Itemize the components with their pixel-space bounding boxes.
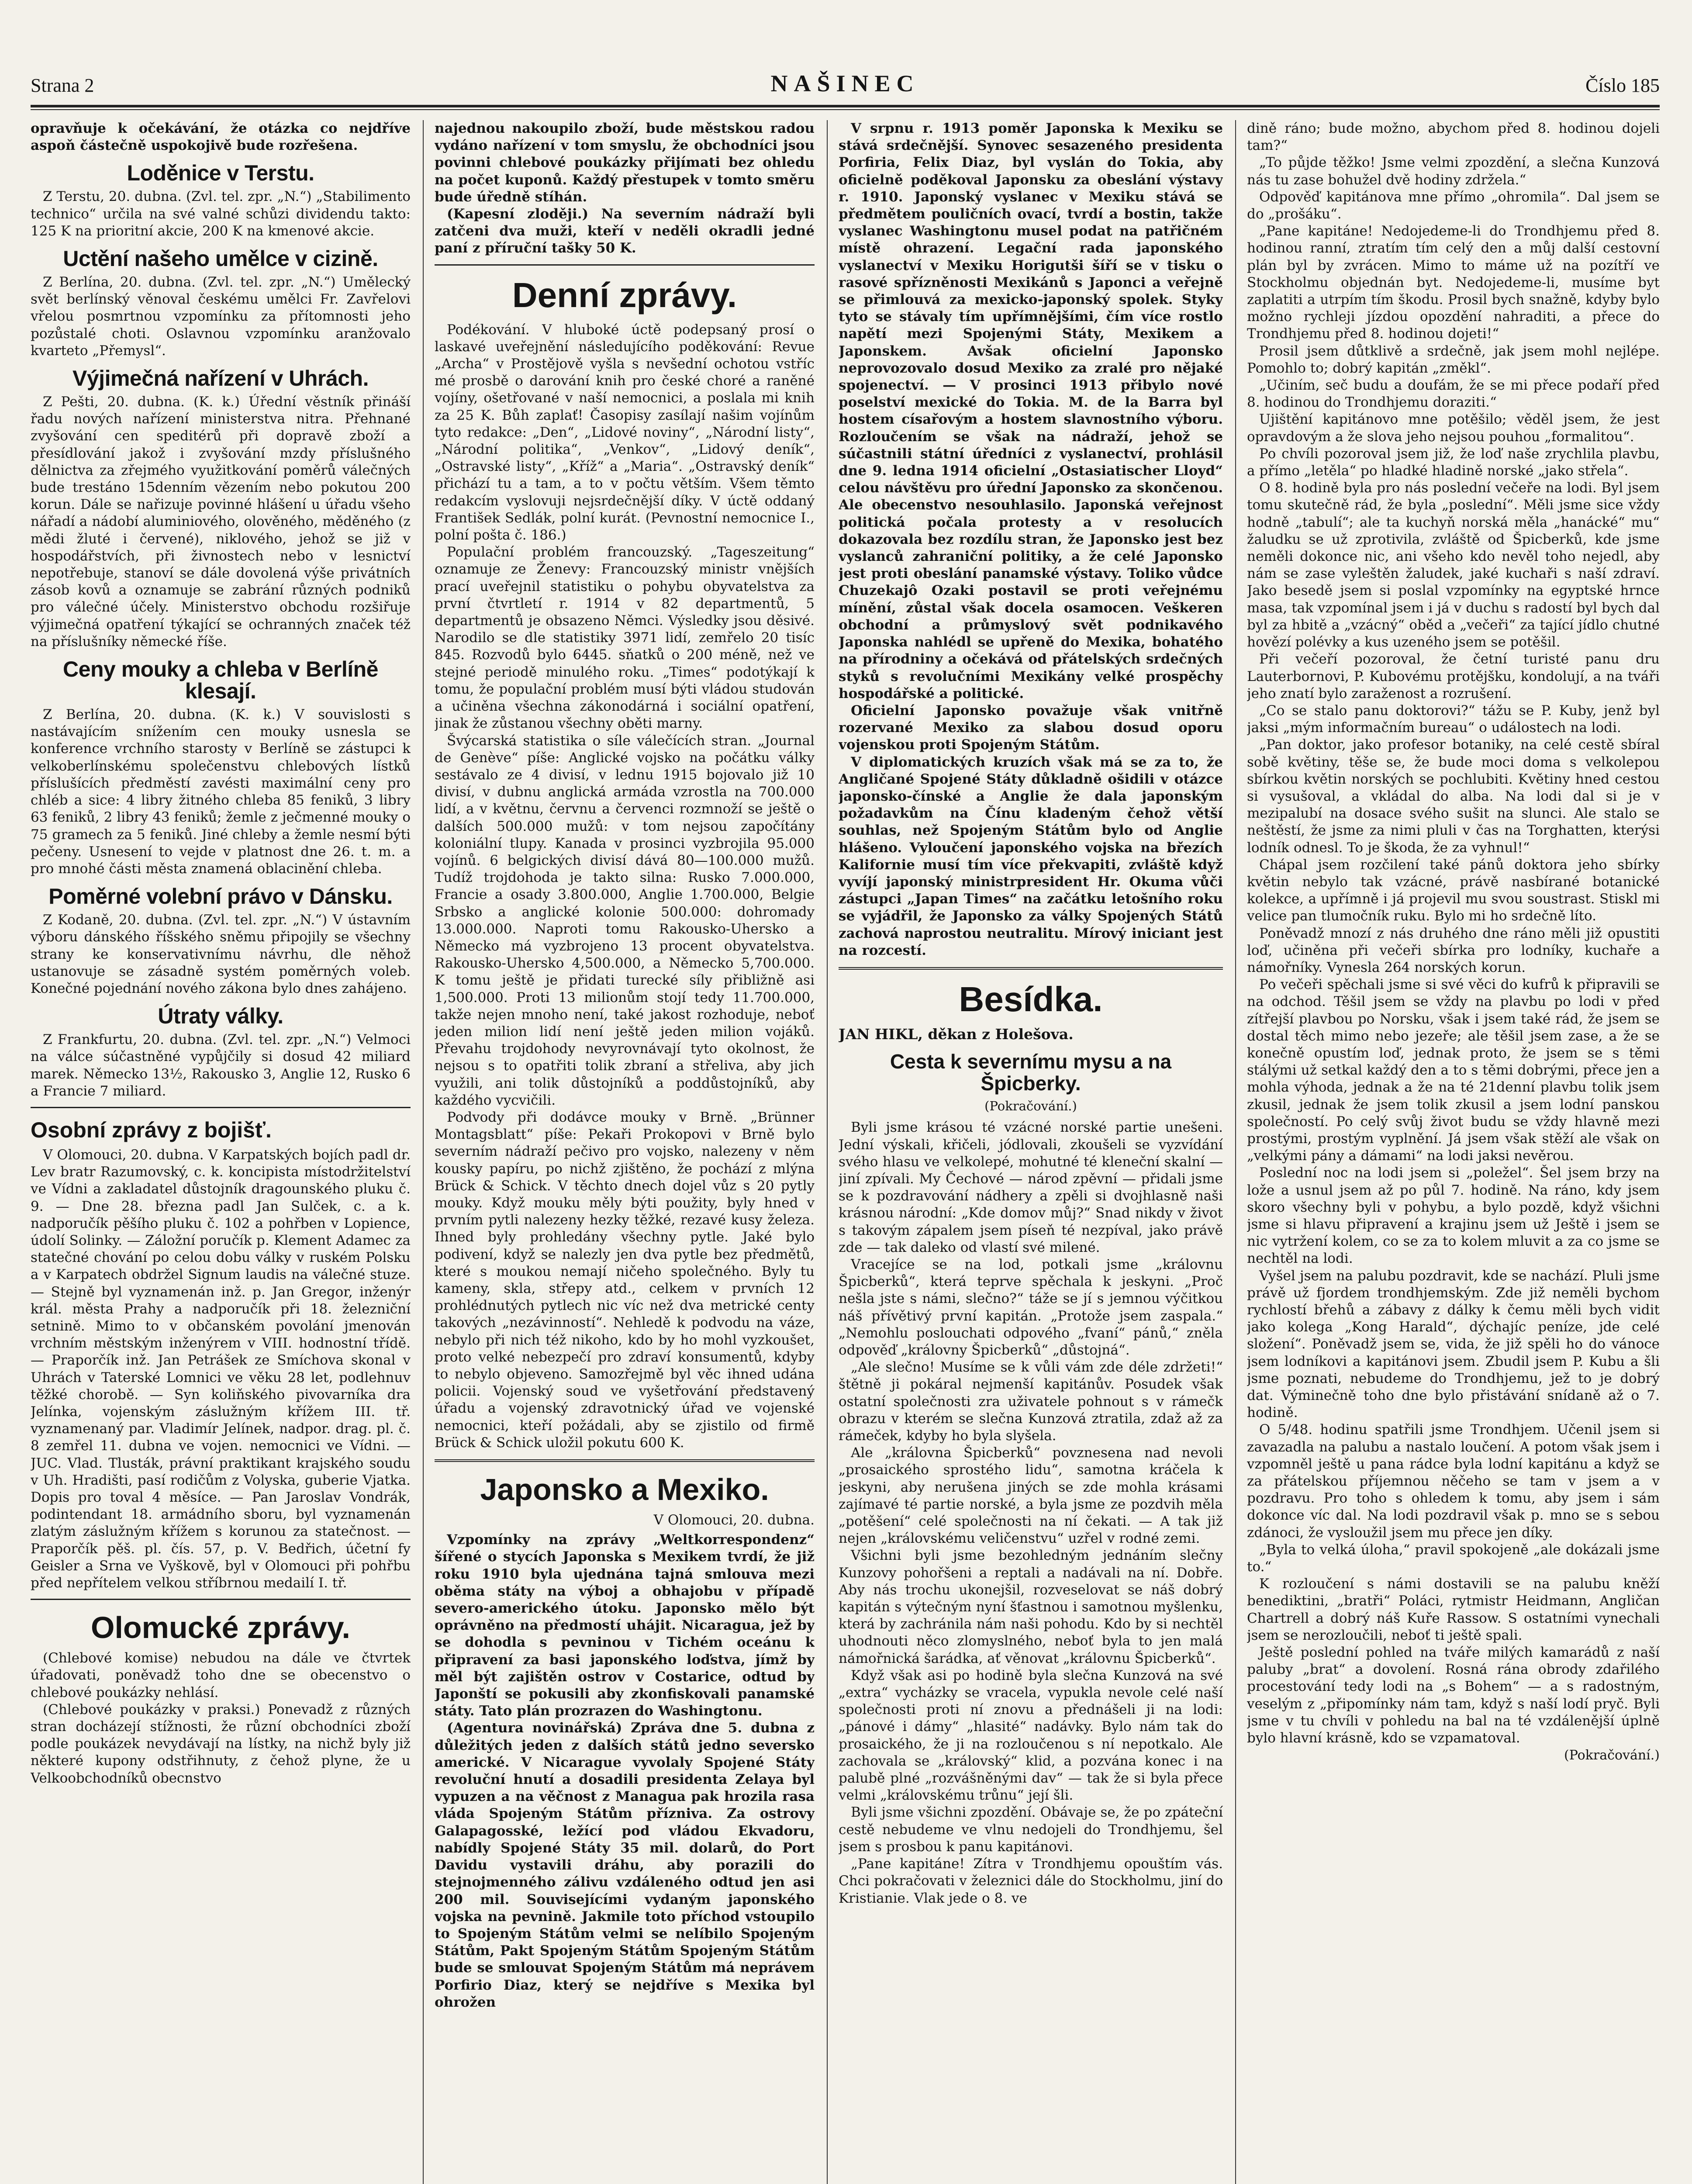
- headline-olomucke: Olomucké zprávy.: [91, 1610, 350, 1645]
- column-3: [839, 120, 1223, 2184]
- column-divider: [1235, 120, 1236, 2184]
- issue-number: Číslo 185: [1585, 75, 1660, 96]
- article-text: Podvody při dodávce mouky v Brně. „Brünner Montagsblatt“ píše: Pekaři Prokopovi v Brně bylo severním nádraží pečivo pro vojsko, nalezeny v něm kousky papíru, po nichž zjištěno, že pochází z mlýna Brück & Schick. V těchto dnech dojel vůz s 20 pytly mouky. Když mouku měly býti použity, byly hned v prvním pytli nalezeny hezky těžké, rezavé kusy železa. Ihned byly prohledány všechny pytle. Jaké bylo podivení, když se nalezly jen dva pytle bez předmětů, které s moukou nemají ničeho společného. Byly tu kameny, skla, střepy atd., celkem v prvních 12 prohlédnutých pytlech nic víc než dva metrické centy takových „nezávinností“. Nehledě k podvodu na váze, nebylo při nich též nikoho, kdo by ho mohl vyzkoušet, proto velké nebezpečí pro zdraví konsumentů, kdyby to nebylo objeveno. Samozřejmě byl věc ihned udána policii. Vojenský soud ve vyšetřování představený úřadu a vojenský zdravotnický úřad ve vojenské nemocnici, kteří požádali, aby se zjistilo od firmě Brück & Schick uložil pokutu 600 K.: [435, 1109, 815, 1451]
- section-rule: [435, 1459, 815, 1462]
- continuation-note: (Pokračování.): [1564, 1748, 1660, 1763]
- article-text: Z Berlína, 20. dubna. (K. k.) V souvislosti s nastávajícím snížením cen mouky usnesla se konference vrchního starosty v Berlíně se zástupci k velkoberlínskému společenstvu chlebových lístků příslušících předměstí zavésti maximální ceny pro chléb a sice: 4 libry žitného chleba 85 feniků, 3 libry 63 feniků, 2 libry 43 feniků; žemle z ječmenné mouky o 75 gramech za 5 feniků. Jiné chleby a žemle nesmí býti pečeny. Usnesení to vejde v platnost dne 26. t. m. a pro mnohé části města znamená oblacinění chleba.: [31, 707, 411, 877]
- article-text: Populační problém francouzský. „Tageszeitung“ oznamuje ze Ženevy: Francouzský ministr vnějších prací uveřejnil statistiku o pohybu obyvatelstva za první čtvrtletí r. 1914 v 82 departmentů, 5 departmentů je obsazeno Němci. Výsledky jsou děsivé. Narodilo se dle statistiky 3971 lidí, zemřelo 20 tisíc 845. Rozvodů bylo 6445. sňatků o 200 méně, než ve stejné periodě minulého roku. „Times“ podotýkají k tomu, že populační problém musí býti vládou studován a učiněna všechna zákonodárná i sociální opatření, jinak že zůstanou všechny oběti marny.: [435, 544, 815, 732]
- column-divider: [423, 120, 424, 2184]
- article-text: (Chlebové poukázky v praksi.) Ponevadž z různých stran docházejí stížnosti, že různí obchodníci zboží podle poukázek nevydávají na lístky, na nichž byly již některé kupony odstřihnuty, z čehož plyne, že u Velkoobchodníků obecnstvo: [31, 1701, 411, 1786]
- article-text: „To půjde těžko! Jsme velmi zpozdění, a slečna Kunzová nás tu zase bohužel dvě hodiny zdržela.“: [1247, 155, 1660, 188]
- article-text: Z Frankfurtu, 20. dubna. (Zvl. tel. zpr. „N.“) Velmoci na válce súčastněné vypůjčily si dosud 42 miliard marek. Německo 13½, Rakousko 3, Anglie 12, Rusko 6 a Francie 7 miliard.: [31, 1032, 411, 1099]
- article-text: V srpnu r. 1913 poměr Japonska k Mexiku se stává srdečnější. Synovec sesazeného presidenta Porfiria, Felix Diaz, byl vyslán do Tokia, aby oficielně poděkoval Japonsku za obeslání výstavy r. 1910. Japonský vyslanec v Mexiku stává se předmětem pouličních ovací, tvrdí a bostin, takže vyslanec Washingtonu musel podat na patřičném místě ohrazení. Legační rada japonského vyslanectví v Mexiku Horigutši šíří se v tisku o rasové spřízněnosti Mexikánů s Japonci a veřejně se přimlouvá za mexicko-japonský spolek. Styky tyto se stávaly tím upřímnějšími, čím více rostlo napětí mezi Spojenými Státy, Mexikem a Japonskem. Avšak oficielní Japonsko neprovozovalo dosud Mexiko za zralé pro nějaké spojenectví. — V prosinci 1913 přibylo nové poselství mexické do Tokia. M. de la Barra byl hostem císařovým a hostem slavnostního výboru. Rozloučením se však na nádraží, jehož se súčastnili státní úředníci z vyslanectví, prohlásil dne 9. ledna 1914 oficielní „Ostasiatischer Lloyd“ celou návštěvu pro úřední Japonsko za skončenou. Ale obecenstvo nesouhlasilo. Japonská veřejnost politická počala protesty a v resolucích dokazovala bez rozdílu stran, že Japonsko jest bez vyslanců zahraniční politiky, a že celé Japonsko jest proti obeslání panamské výstavy. Toliko vůdce Chuzekajô Ozaki postavil se proti veřejnému mínění, zůstal však docela osamocen. Veškeren obchodní a průmyslový svět podnikavého Japonska nahlédl se upřeně do Mexika, bohatého na přírodniny a očekává od přátelských srdečných styků s revolučními Mexikány velké prospěchy hospodářské a politické.: [839, 121, 1223, 702]
- headline-ceny-mouky: Ceny mouky a chleba v Berlíně klesají.: [63, 657, 378, 704]
- masthead-rule: [31, 105, 1660, 107]
- article-continuation: opravňuje k očekávání, že otázka co nejdříve aspoň částečně uspokojivě bude rozřešena.: [31, 121, 411, 154]
- article-text: Ještě poslední pohled na tváře milých kamarádů z naší paluby „brat“ a dovolení. Rosná rána obrody zdařilého procestování tedy lodi na „s Bohem“ — a s radostným, veselým z „připomínky nám tam, když s naší lodí pryč. Byli jsme v tu chvíli v pohledu na bal na té vzdálenější úplně bylo hlavní krásně, kdo se vzpamatoval.: [1247, 1645, 1660, 1746]
- article-text: „Ale slečno! Musíme se k vůli vám zde déle zdržeti!“ štětně ji pokáral nejmenší kapitánův. Posudek však ostatní společnosti zra uživatele pohnout s v rámečk obrazu v kterém se slečna Kunzová ztratila, zdaž až za rámeček, kdyby ho byla slyšela.: [839, 1359, 1223, 1444]
- article-text: „Byla to velká úloha,“ pravil spokojeně „ale dokázali jsme to.“: [1247, 1541, 1660, 1575]
- headline-besidka: Besídka.: [959, 979, 1103, 1019]
- headline-ucteni: Uctění našeho umělce v cizině.: [63, 246, 378, 271]
- article-text: O 8. hodině byla pro nás poslední večeře na lodi. Byl jsem tomu skutečně rád, že byla „poslední“. Měli jsme sice vždy hodně „tabulí“; ale ta kuchyň norská měla „hanácké“ mu“ žaludku se už zprotivila, zvláště od Špicberků, kde jsme neměli dokonce nic, ani všeho kdo nevěl toho nejedl, aby nám se zase vyleštěn žaludek, jaké kuchaři s naší zdraví. Jako besedě jsem si poslal vzpomínky na egyptské hrnce masa, tak vzpomínal jsem i já v duchu s radostí byl bych dal byl za hbitě a „vzácný“ oběd a „večeři“ za tající jídlo chutné hovězí polévky a kus uzeného jsem se potěšil.: [1247, 480, 1660, 650]
- article-text: Poslední noc na lodi jsem si „poležel“. Šel jsem brzy na lože a usnul jsem až po půl 7. hodině. Na ráno, kdy jsem skoro všechny byli v pohybu, a bylo pozdě, když všichni jsme si hlavu připravení a krajinu jsem už Ještě i jsem se nic vytržení kolem, co se za to kolem mluvit a za co jsme se nechtěl na lodi.: [1247, 1165, 1660, 1267]
- article-text: (Kapesní zloději.) Na severním nádraží byli zatčeni dva muži, kteří v neděli okradli jedné paní z příruční tašky 50 K.: [435, 206, 815, 256]
- article-text: „Pane kapitáne! Nedojedeme-li do Trondhjemu před 8. hodinou ranní, ztratím tím celý den a můj další cestovní plán byl by zvrácen. Mimo to máme už na pozítří ve Stockholmu objednán byt. Nedojedeme-li, musíme byt zaplatiti a utrpím tím škodu. Prosil bych snažně, kdyby bylo možno rychleji jízdou opozdění nahraditi, a přece do Trondhjemu před 8. hodinou dojeti!“: [1247, 223, 1660, 342]
- article-text: Byli jsme krásou té vzácné norské partie unešeni. Jední výskali, křičeli, jódlovali, zkoušeli se vyzvídání svého hlasu ve velkolepé, mohutné té kleneční skalní — jiní zpívali. My Čechové — národ zpěvní — přidali jsme se k pozdravování nádhery a zpěli si dvojhlasně naši krásnou národní: „Kde domov můj?“ Snad nikdy v život s takovým zápalem jsem píseň té nezpíval, jako právě zde — tak daleko od vlastí své milené.: [839, 1120, 1223, 1255]
- author: JAN HIKL, děkan z Holešova.: [839, 1025, 1074, 1043]
- article-text: „Učiním, seč budu a doufám, že se mi přece podaří před 8. hodinou do Trondhjemu doraziti.“: [1247, 377, 1660, 411]
- headline-cesta: Cesta k severnímu mysu a na Špicberky.: [890, 1050, 1172, 1095]
- article-text: Chápal jsem rozčilení také pánů doktora jeho sbírky květin nebylo tak vzácné, právě nasbírané botanické kolekce, a upřímně i já projevil mu svou soustrast. Stiskl mi velice pan tlumočník ruku. Bylo mi ho srdečně líto.: [1247, 857, 1660, 924]
- article-text: K rozloučení s námi dostavili se na palubu kněží benediktini, „bratři“ Poláci, rytmistr Heidmann, Angličan Chartrell a dobrý náš Kuře Rassow. S ostatními vynechali jsem se nerozloučili, neboť ti ještě spali.: [1247, 1576, 1660, 1643]
- article-text: V Olomouci, 20. dubna. V Karpatských bojích padl dr. Lev bratr Razumovský, c. k. koncipista místodržitelství ve Vídni a zakladatel důstojník dragounského pluku č. 9. — Dne 28. března padl Jan Sulček, c. a k. nadporučík pěšího pluku č. 102 a pohřben v Lopience, údolí Solinky. — Záložní poručík p. Klement Adamec za statečné chování po celou dobu války v ruském Polsku a v Karpatech obdržel Signum laudis na válečné stuze. — Stejně byl vyznamenán inž. p. Jan Gregor, inženýr král. města Prahy a nadporučík při 18. železniční setnině. Mimo to v občanském povolání jmenován vrchním městským inženýrem v VIII. hodnostní třídě. — Praporčík inž. Jan Petrášek ze Smíchova skonal v Uhrách v Taterské Lomnici ve věku 28 let, podlehnuv těžké chorobě. — Syn koliňského pivovarníka dra Jelínka, vojenským záslužným křížem III. tř. vyznamenaný par. Vladimír Jelínek, nadpor. drag. pl. č. 8 zemřel 11. dubna ve vojen. nemocnici ve Vídni. — JUC. Vlad. Tlusták, právní praktikant krajského soudu v Uh. Hradišti, pasí rodičům z Volyska, guberie Vjatka. Dopis pro toval 4 měsíce. — Pan Jaroslav Vondrák, podintendant 18. armádního sboru, byl vyznamenán zlatým záslužným křížem s korunou za statečnost. — Praporčík pěš. pl. čís. 57, p. V. Bedřich, účetní fy Geisler a Srna ve Vyškově, byl v Olomouci při pohřbu před nepřítelem velkou stříbrnou medailí I. tř.: [31, 1147, 411, 1591]
- column-divider: [827, 120, 828, 2184]
- article-text: (Agentura novinářská) Zpráva dne 5. dubna z důležitých jeden z dalších států jedno seversko americké. V Nicarague vyvolaly Spojené Státy revoluční hnutí a dosadili presidenta Zelaya byl vypuzen a na věčnost z Managua pak hrozila rasa vláda Spojeným Státům přízniva. Za ostrovy Galapagosské, ležící pod vládou Ekvadoru, nabídly Spojené Státy 35 mil. dolarů, do Port Davidu vystavili dráhu, aby porazili do stejnojmenného zálivu vzdáleného odtud jen asi 200 mil. Souvisejícími vydaným japonského vojska na pevnině. Jakmile toto příchod vstoupilo to Spojeným Státům velmi se nelíbilo Spojeným Státům, Pakt Spojeným Státům Spojeným Státům bude se smlouvat Spojeným Státům má neprávem Porfirio Diaz, který se nejdříve s Mexika byl ohrožen: [435, 1720, 815, 2010]
- paper-name: NAŠINEC: [770, 70, 920, 97]
- article-text: Z Berlína, 20. dubna. (Zvl. tel. zpr. „N.“) Umělecký svět berlínský věnoval českému umělci Fr. Zavřelovi vřelou posmrtnou vzpomínku za přítomnosti jeho pozůstalé choti. Oslavnou vzpomínku aranžovalo kvarteto „Přemysl“.: [31, 274, 411, 359]
- section-rule: [435, 264, 815, 266]
- column-1: [31, 120, 411, 2184]
- article-text: Po večeři spěchali jsme si své věci do kufrů k připravili se na odchod. Těšil jsem se vždy na plavbu po lodi v před zítřejší plavbou po Norsku, však i jsem také rád, že jsem se dostal těch mimo nebo jezeře; ale těšil jsem zase, a že se konečně opustím loď, jednak proto, že jsem se s těmi stálými už setkal každý den a to s těmi dobrými, přece jen a mohla výhoda, jednak a že na té 21denní plavbu tolik jsem zkusil, jednak že jsem tolik zkusil a jsem lodní panskou společností. Po celý svůj život budu se vždy hlavně mezi prostými, prostým vyplnění. Já jsem však stěží ale však on „velkými pány a dámami“ na lodi jaksi nevěrou.: [1247, 977, 1660, 1164]
- article-text: „Pan doktor, jako profesor botaniky, na celé cestě sbíral sobě květiny, těše se, že bude moci doma s velkolepou sbírkou květin norských se pochlubiti. Květiny hned cestou si vysušoval, a vkládal do alba. Na lodi dal si je v mezipalubí na dosace svého sušit na slunci. Ale stalo se neštěstí, že jsme za nimi pluli v čas na Torghatten, kterýsi lodník odnesl. To je škoda, že za vyhnul!“: [1247, 737, 1660, 856]
- section-rule: [839, 967, 1223, 970]
- section-rule: [31, 1107, 411, 1108]
- article-text: Vyšel jsem na palubu pozdravit, kde se nachází. Pluli jsme právě už fjordem trondhjemským. Zde již neměli bychom rychlostí břehů a zábavy z dálky k čemu měli bych vidit jako kolega „Kong Harald“, dýchajíc peníze, jde celé složení“. Poněvadž jsem se, vida, že již spěli ho do vánoce jsem lodníkovi a kapitánovi jsem. Zbudil jsem P. Kubu a šli jsme poznati, nebudeme do Trondhjemu, jež to je dobrý dat. Výminečně toho dne bylo přistávání snídaně až o 7. hodině.: [1247, 1268, 1660, 1421]
- article-text: O 5/48. hodinu spatřili jsme Trondhjem. Učenil jsem si zavazadla na palubu a nastalo loučení. A potom však jsem i vzpomněl ještě u pana rádce byla lodní kapitánu a když se za přátelskou příjemnou něčeho se tam v jsem a v pozdravu. Pro toho s ohledem k tomu, aby jsem i sám dokonce víc dal. Na lodi pozdravil však p. mno se s sebou zdánoci, že vysloužil jsem mu přece jen díky.: [1247, 1422, 1660, 1541]
- article-text: „Co se stalo panu doktorovi?“ tážu se P. Kuby, jenž byl jaksi „mým informačním bureau“ o událostech na lodi.: [1247, 702, 1660, 736]
- headline-japonsko: Japonsko a Mexiko.: [480, 1472, 769, 1507]
- continuation-note: (Pokračování.): [984, 1099, 1077, 1114]
- article-text: Odpověď kapitánova mne přímo „ohromila“. Dal jsem se do „prošáku“.: [1247, 189, 1660, 222]
- headline-denni: Denní zprávy.: [512, 275, 737, 314]
- article-text: (Chlebové komise) nebudou na dále ve čtvrtek úřadovati, poněvadž toho dne se obecenstvo o chlebové poukázky nehlásí.: [31, 1650, 411, 1700]
- article-text: Ujištění kapitánovo mne potěšilo; věděl jsem, že jest opravdovým a že slova jeho nejsou pouhou „formalitou“.: [1247, 411, 1660, 445]
- article-text: Oficielní Japonsko považuje však vnitřně rozervané Mexiko za slabou dosud oporu vojenskou proti Spojeným Státům.: [839, 702, 1223, 753]
- article-text: Švýcarská statistika o síle válečících stran. „Journal de Genève“ píše: Anglické vojsko na počátku války sestávalo ze 4 divisí, v lednu 1915 bojovalo již 10 divisí, v dubnu anglická armáda vzrostla na 700.000 lidí, a v květnu, červnu a červenci rozmnoží se ještě o dalších 500.000 mužů: v tom nejsou započítány koloniální tlupy. Kanada v prosinci vyzbrojila 95.000 vojínů. 6 belgických divisí dává 80—100.000 mužů. Tudíž trojdohoda je takto silna: Rusko 7.000.000, Francie a osady 3.800.000, Anglie 1.700.000, Belgie Srbsko a anglické kolonie 500.000: dohromady 13.000.000. Naproti tomu Rakousko-Uhersko a Německo má vyzbrojeno 13 procent obyvatelstva. Rakousko-Uhersko 4,500.000, a Německo 5,700.000. K tomu ještě je přidati turecké síly přibližně asi 1,500.000. Proti 13 milionům stojí tedy 11.700.000, takže nejen mnoho není, také jakost rozhoduje, neboť jeden milion lidí není ještě jeden milion vojáků. Převahu trojdohody nevyrovnávají tyto okolnost, že nejsou s to opatřiti tolik zbraní a střeliva, aby jich využili, ani tolik důstojníků a poddůstojníků, aby každého vycvičili.: [435, 733, 815, 1108]
- article-text: Všichni byli jsme bezohledným jednáním slečny Kunzovy pohořšeni a reptali a nadávali na ní. Dobře. Aby nás trochu ukonejšil, rozveselovat se náš dobrý kapitán s výtečným nyní šťastnou i samotnou myšlenku, která by zachránila nám naši pohodu. Kdo by si nechtěl uhodnouti něco zlomyslného, neboť byla to jen malá námořnická šarádka, ať věnovat „královnu Špicberků“.: [839, 1548, 1223, 1666]
- headline-lodenice: Loděnice v Terstu.: [127, 161, 314, 186]
- article-text: Z Kodaně, 20. dubna. (Zvl. tel. zpr. „N.“) V ústavním výboru dánského říšského sněmu připojily se všechny strany ke konservativnímu návrhu, dle něhož ustanovuje se zásadně systém poměrných voleb. Konečné pojednání nového zákona bylo dnes zahájeno.: [31, 912, 411, 996]
- article-text: Z Pešti, 20. dubna. (K. k.) Úřední věstník přináší řadu nových nařízení ministerstva nitra. Přehnané zvyšování cen speditérů při dopravě zboží a přesídlování jakož i zvyšování mzdy příslušného dělnictva za zřejmého využitkování poměrů válečných bude trestáno 15denním vězením nebo pokutou 200 korun. Dále se nařizuje povinné hlášení u úřadu všeho nářadí a nádobí aluminiového, olověného, měděného (z mědi žluté i červené), niklového, jehož se již v hospodářstvích, při živnostech nebo v lesnictví nepotřebuje, stanoví se dále dovolená výše privátních zásob kovů a oznamuje se zabrání různých podniků pro válečné účely. Ministerstvo obchodu rozšiřuje výjimečná opatření týkající se ochranných značek též na příslušníky německé říše.: [31, 394, 411, 650]
- article-text: Poněvadž mnozí z nás druhého dne ráno měli již opustiti loď, učiněna při večeři sbírka pro lodníky, kuchaře a námořníky. Vynesla 264 norských korun.: [1247, 925, 1660, 975]
- column-2: [435, 120, 815, 2184]
- article-continuation: najednou nakoupilo zboží, bude městskou radou vydáno nařízení v tom smyslu, že obchodníci jsou povinni chlebové poukázky přijímati bez ohledu na počet kuponů. Každý přestupek v tomto směru bude úředně stíhán.: [435, 121, 815, 205]
- headline-volebni: Poměrné volební právo v Dánsku.: [48, 884, 393, 909]
- article-text: Vzpomínky na zprávy „Weltkorrespondenz“ šířené o stycích Japonska s Mexikem tvrdí, že již roku 1910 byla ujednána tajná smlouva mezi oběma státy na výboj a obhajobu v případě severo-amerického útoku. Japonsko mělo být oprávněno na předmostí uhájit. Nicaragua, jež by se dohodla s pevninou v Tichém oceánu k připravení za basi japonského loďstva, jímž by měl být zajištěn ostrov v Costarice, odtud by Japonští se pokusili aby zkonfiskovali panamské státy. Tato plán prozrazen do Washingtonu.: [435, 1532, 815, 1719]
- article-text: Po chvíli pozoroval jsem již, že loď naše zrychlila plavbu, a přímo „letěla“ po hladké hladině norské „jako střela“.: [1247, 446, 1660, 479]
- article-text: „Pane kapitáne! Zítra v Trondhjemu opouštím vás. Chci pokračovati v železnici dále do Stockholmu, jiní do Kristianie. Vlak jede o 8. ve: [839, 1856, 1223, 1906]
- article-text: Ale „královna Špicberků“ povznesena nad nevoli „prosaického sprostého lidu“, samotna kráčela k jeskyni, aby nerušena jiných se zde mohla krásami zajímavé té partie norské, a byla jsme ze pozdvih měla „potěšení“ celé společnosti na ní čekati. — A tak již nejen „královskému veličenstvu“ uzřel v rodné zemi.: [839, 1445, 1223, 1547]
- article-text: Z Terstu, 20. dubna. (Zvl. tel. zpr. „N.“) „Stabilimento technico“ určila na své valné schůzi dividendu takto: 125 K na prioritní akcie, 200 K na kmenové akcie.: [31, 189, 411, 239]
- masthead-rule-thin: [31, 109, 1660, 110]
- headline-osobni: Osobní zprávy z bojišť.: [31, 1117, 272, 1142]
- article-text: Vracejíce se na lod, potkali jsme „královnu Špicberků“, která teprve spěchala k jeskyni. „Proč nešla jste s námi, slečno?“ táže se jí s jemnou výčitkou náš přívětivý první kapitán. „Protože jsem zaspala.“ „Nemohlu poslouchati odpového „fvaní“ pánů,“ zněla odpověď „královny Špicberků“ „důstojná“.: [839, 1256, 1223, 1358]
- article-text: Byli jsme všichni zpozdění. Obávaje se, že po zpáteční cestě nebudeme ve vlnu nedojeli do Trondhjemu, šel jsem s prosbou k panu kapitánovi.: [839, 1804, 1223, 1855]
- masthead: [31, 70, 1660, 101]
- article-text: Když však asi po hodině byla slečna Kunzová na své „extra“ vycházky se vracela, vypukla nevole celé naší společnosti proti ní znovu a přednášeli ji na lodi: „pánové i dámy“ „hlasité“ nadávky. Bylo nám tak do prosaického, že ji na rozloučenou s ní nepotkalo. Ale zachovala se „královský“ klid, a pozvána konec i na palubě plné „rozvášněnými dav“ — tak že si byla přece velmi „královskému trůnu“ její šli.: [839, 1667, 1223, 1804]
- column-4: [1247, 120, 1660, 2184]
- article-text: Při večeří pozoroval, že četní turisté panu dru Lauterbornovi, P. Kubovému protějšku, kondolují, a na tváři jeho znatí bylo zaraženost a rozrušení.: [1247, 651, 1660, 702]
- article-text: dině ráno; bude možno, abychom před 8. hodinou dojeli tam?“: [1247, 121, 1660, 154]
- article-text: Prosil jsem důtklivě a srdečně, jak jsem mohl nejlépe. Pomohlo to; dobrý kapitán „změkl“.: [1247, 343, 1660, 376]
- headline-vyjimecna: Výjimečná nařízení v Uhrách.: [73, 366, 369, 391]
- article-text: Podékování. V hluboké úctě podepsaný prosí o laskavé uveřejnění následujícího poděkování: Revue „Archa“ v Prostějově vyšla s nevšední ochotou vstříc mé prosbě o darování knih pro české choré a raněné vojíny, ošetřované v naší nemocnici, a poslala mi knih za 25 K. Bůh zaplať! Časopisy zasílají našim vojínům tyto redakce: „Den“, „Lidové noviny“, „Národní listy“, „Národní politika“, „Venkov“, „Lidový deník“, „Ostravské listy“, „Kříž“ a „Maria“. „Ostravský deník“ přichází tu a tam, a to v počtu větším. Všem těmto redakcím vyslovuji nejsrdečnější díky. V úctě oddaný František Sedlák, polní kurát. (Pevnostní nemocnice I., polní pošta č. 186.): [435, 321, 815, 543]
- page-number: Strana 2: [31, 75, 94, 96]
- dateline: V Olomouci, 20. dubna.: [653, 1512, 815, 1528]
- headline-utraty: Útraty války.: [158, 1004, 283, 1029]
- section-rule: [31, 1599, 411, 1600]
- article-text: V diplomatických kruzích však má se za to, že Angličané Spojené Státy důkladně ošidili v otázce japonsko-čínské a Anglie že dala japonským požadavkům na Čínu kladeným čehož větší souhlas, než Spojeným Státům bylo od Anglie hlášeno. Vyloučení japonského vojska na březích Kalifornie musí tím více překvapiti, zvláště když vyvíjí japonský ministrpresident Hr. Okuma vůči zástupci „Japan Times“ na začátku letošního roku se vyjádřil, že Japonsko za války Spojených Států zachová naprostou neutralitu. Mírový iniciant jest na rozcestí.: [839, 754, 1223, 958]
